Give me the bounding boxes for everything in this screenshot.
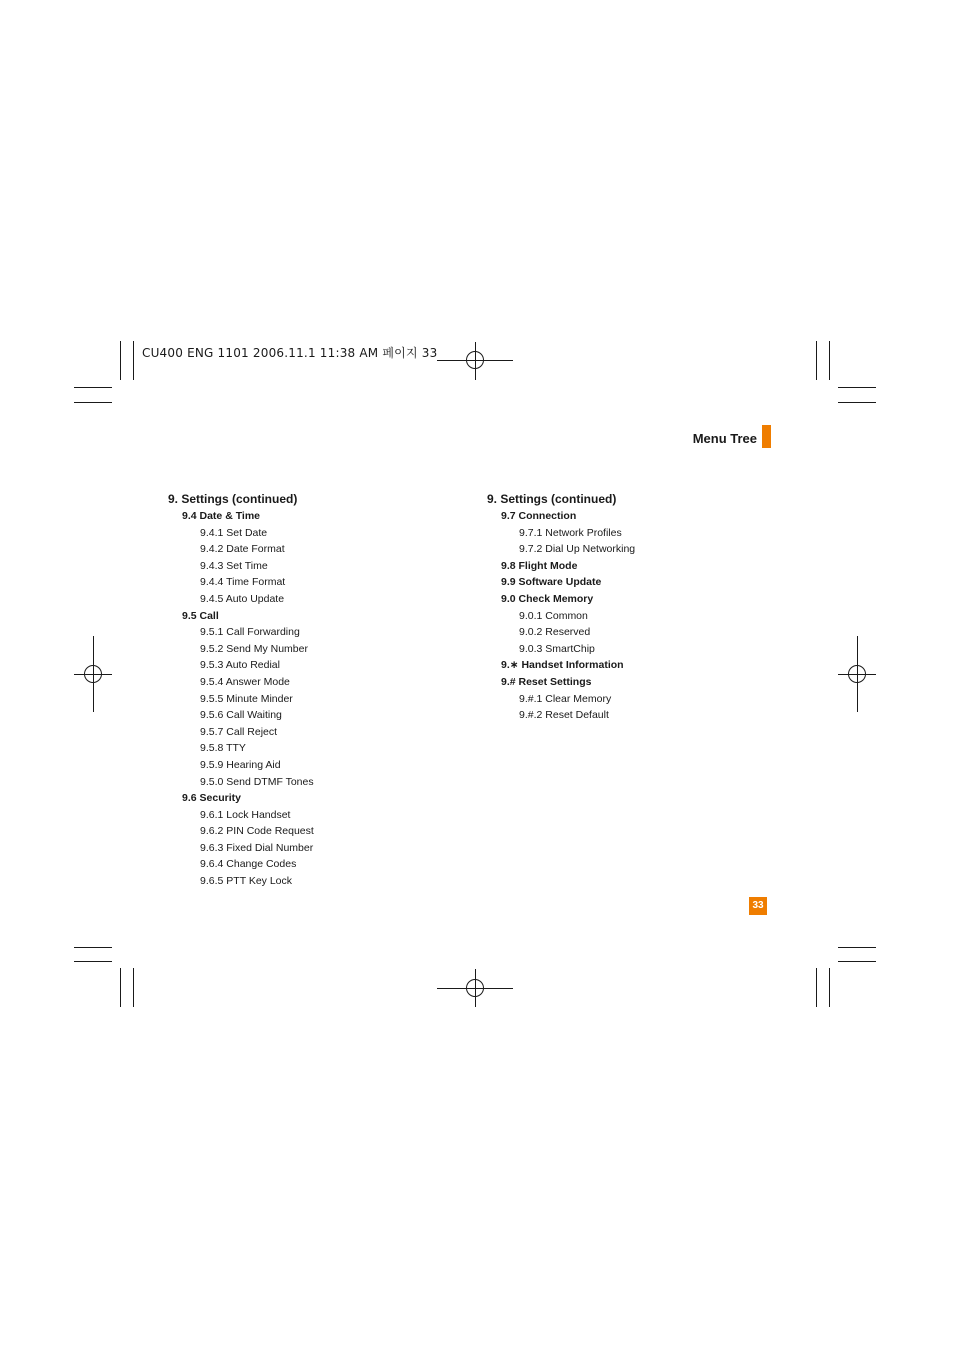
crop-mark (829, 968, 830, 1007)
menu-item: 9.6.2 PIN Code Request (200, 825, 314, 838)
print-slug: CU400 ENG 1101 2006.11.1 11:38 AM 페이지 33 (142, 346, 438, 360)
menu-item: 9.4.4 Time Format (200, 576, 286, 589)
menu-item: 9.5.9 Hearing Aid (200, 758, 281, 771)
menu-item: 9.7.2 Dial Up Networking (519, 543, 636, 556)
crop-mark (838, 961, 876, 962)
menu-item: 9.6.1 Lock Handset (200, 808, 291, 821)
menu-item: 9.0.3 SmartChip (519, 642, 595, 655)
crop-mark (816, 341, 817, 380)
menu-list (487, 508, 787, 724)
crop-mark (74, 402, 112, 403)
registration-target-icon (466, 979, 484, 997)
menu-section-heading: 9.5 Call (182, 609, 219, 622)
crop-mark (133, 968, 134, 1007)
column-title: 9. Settings (continued) (168, 492, 298, 506)
crop-mark (838, 947, 876, 948)
crop-mark (120, 968, 121, 1007)
crop-mark (816, 968, 817, 1007)
registration-target-icon (84, 665, 102, 683)
menu-item: 9.4.3 Set Time (200, 559, 268, 572)
menu-tree-column-left (168, 490, 468, 890)
menu-item: 9.7.1 Network Profiles (519, 526, 622, 539)
header-accent-bar (762, 425, 771, 448)
menu-item: 9.4.5 Auto Update (200, 592, 285, 605)
menu-section-heading: 9.4 Date & Time (182, 510, 261, 522)
menu-item: 9.#.1 Clear Memory (519, 692, 612, 705)
menu-item: 9.#.2 Reset Default (519, 709, 609, 722)
menu-section-heading: 9.6 Security (182, 792, 241, 805)
menu-item: 9.5.3 Auto Redial (200, 659, 280, 672)
menu-item: 9.6.5 PTT Key Lock (200, 875, 293, 888)
menu-section-heading: 9.0 Check Memory (501, 592, 594, 605)
menu-list (168, 508, 468, 890)
crop-mark (120, 341, 121, 380)
crop-mark (838, 402, 876, 403)
menu-item: 9.4.2 Date Format (200, 543, 285, 556)
menu-section-heading: 9.# Reset Settings (501, 675, 592, 688)
registration-target-icon (848, 665, 866, 683)
menu-section-heading: 9.8 Flight Mode (501, 559, 578, 572)
menu-item: 9.5.0 Send DTMF Tones (200, 775, 314, 788)
crop-mark (829, 341, 830, 380)
crop-mark (74, 387, 112, 388)
menu-item: 9.5.1 Call Forwarding (200, 626, 300, 639)
menu-section-heading: 9.9 Software Update (501, 576, 602, 589)
menu-tree-column-right (487, 490, 787, 724)
menu-item: 9.5.8 TTY (200, 742, 246, 755)
menu-section-heading: 9.7 Connection (501, 510, 577, 522)
menu-item: 9.6.3 Fixed Dial Number (200, 841, 314, 854)
menu-item: 9.5.6 Call Waiting (200, 709, 282, 722)
crop-mark (838, 387, 876, 388)
menu-item: 9.5.7 Call Reject (200, 725, 278, 738)
crop-mark (74, 961, 112, 962)
menu-item: 9.0.2 Reserved (519, 626, 591, 639)
column-title: 9. Settings (continued) (487, 492, 617, 506)
page-number-badge: 33 (749, 897, 767, 915)
menu-item: 9.4.1 Set Date (200, 526, 268, 539)
menu-item: 9.5.4 Answer Mode (200, 675, 290, 688)
crop-mark (133, 341, 134, 380)
menu-section-heading: 9.∗ Handset Information (501, 659, 624, 672)
crop-mark (74, 947, 112, 948)
registration-target-icon (466, 351, 484, 369)
menu-item: 9.5.2 Send My Number (200, 642, 308, 655)
menu-item: 9.5.5 Minute Minder (200, 692, 293, 705)
menu-item: 9.0.1 Common (519, 609, 588, 622)
menu-item: 9.6.4 Change Codes (200, 858, 297, 871)
page-header-title: Menu Tree (692, 431, 757, 446)
